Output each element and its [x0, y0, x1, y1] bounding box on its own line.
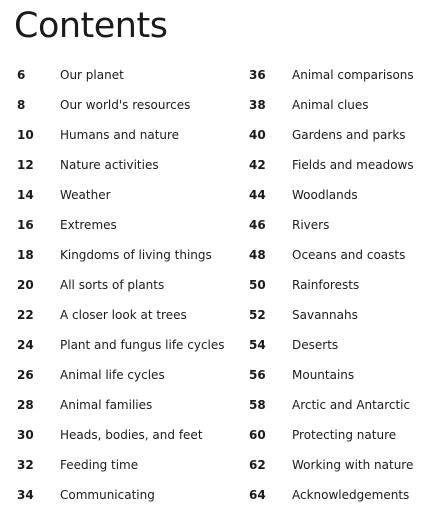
page-number: 28	[17, 398, 34, 412]
page-number: 32	[17, 458, 34, 472]
page-number: 20	[17, 278, 34, 292]
entry-title: Protecting nature	[292, 428, 397, 442]
entry-title: Kingdoms of living things	[60, 248, 212, 262]
page-number: 6	[17, 68, 26, 82]
contents-entry[interactable]	[17, 300, 232, 330]
page-number: 24	[17, 338, 34, 352]
page-number: 50	[249, 278, 266, 292]
contents-entry[interactable]	[17, 360, 232, 390]
entry-title: Arctic and Antarctic	[292, 398, 411, 412]
contents-entry[interactable]	[17, 240, 232, 270]
page-number: 14	[17, 188, 34, 202]
page-number: 64	[249, 488, 266, 502]
page-number: 30	[17, 428, 34, 442]
contents-entry[interactable]	[17, 210, 232, 240]
contents-entry[interactable]	[17, 60, 232, 90]
entry-title: Mountains	[292, 368, 355, 382]
page-number: 10	[17, 128, 34, 142]
contents-entry[interactable]	[17, 150, 232, 180]
page-number: 26	[17, 368, 34, 382]
contents-entry[interactable]	[249, 270, 444, 300]
entry-title: Gardens and parks	[292, 128, 406, 142]
entry-title: Rivers	[292, 218, 330, 232]
entry-title: Deserts	[292, 338, 339, 352]
contents-entry[interactable]	[249, 60, 444, 90]
contents-entry[interactable]	[249, 390, 444, 420]
contents-entry[interactable]	[17, 480, 232, 510]
entry-title: Fields and meadows	[292, 158, 414, 172]
page-number: 60	[249, 428, 266, 442]
entry-title: Extremes	[60, 218, 117, 232]
contents-entry[interactable]	[249, 360, 444, 390]
contents-entry[interactable]	[17, 120, 232, 150]
entry-title: Animal life cycles	[60, 368, 165, 382]
page-number: 22	[17, 308, 34, 322]
entry-title: Working with nature	[292, 458, 414, 472]
contents-entry[interactable]	[17, 180, 232, 210]
page-number: 44	[249, 188, 266, 202]
contents-entry[interactable]	[17, 270, 232, 300]
contents-entry[interactable]	[17, 450, 232, 480]
contents-column-right	[249, 60, 444, 510]
contents-entry[interactable]	[249, 90, 444, 120]
entry-title: Animal clues	[292, 98, 369, 112]
page-number: 46	[249, 218, 266, 232]
contents-entry[interactable]	[17, 90, 232, 120]
entry-title: Savannahs	[292, 308, 358, 322]
entry-title: Heads, bodies, and feet	[60, 428, 203, 442]
contents-entry[interactable]	[17, 420, 232, 450]
entry-title: Our world's resources	[60, 98, 191, 112]
entry-title: A closer look at trees	[60, 308, 187, 322]
contents-entry[interactable]	[249, 300, 444, 330]
entry-title: Woodlands	[292, 188, 358, 202]
contents-entry[interactable]	[17, 390, 232, 420]
entry-title: Our planet	[60, 68, 124, 82]
contents-entry[interactable]	[249, 120, 444, 150]
page-number: 36	[249, 68, 266, 82]
entry-title: All sorts of plants	[60, 278, 165, 292]
entry-title: Humans and nature	[60, 128, 180, 142]
entry-title: Weather	[60, 188, 111, 202]
contents-entry[interactable]	[17, 330, 232, 360]
page-number: 58	[249, 398, 266, 412]
contents-entry[interactable]	[249, 180, 444, 210]
page-number: 12	[17, 158, 34, 172]
contents-entry[interactable]	[249, 450, 444, 480]
page-number: 62	[249, 458, 266, 472]
entry-title: Nature activities	[60, 158, 159, 172]
page-title: Contents	[14, 6, 168, 46]
contents-entry[interactable]	[249, 330, 444, 360]
entry-title: Acknowledgements	[292, 488, 410, 502]
page-number: 54	[249, 338, 266, 352]
page-number: 8	[17, 98, 26, 112]
entry-title: Animal families	[60, 398, 153, 412]
entry-title: Communicating	[60, 488, 155, 502]
page-number: 42	[249, 158, 266, 172]
entry-title: Oceans and coasts	[292, 248, 406, 262]
page-number: 16	[17, 218, 34, 232]
contents-entry[interactable]	[249, 480, 444, 510]
contents-entry[interactable]	[249, 210, 444, 240]
contents-entry[interactable]	[249, 150, 444, 180]
contents-entry[interactable]	[249, 240, 444, 270]
page-number: 34	[17, 488, 34, 502]
page-number: 18	[17, 248, 34, 262]
entry-title: Rainforests	[292, 278, 360, 292]
entry-title: Feeding time	[60, 458, 139, 472]
page-number: 38	[249, 98, 266, 112]
contents-column-left	[17, 60, 232, 510]
page-number: 40	[249, 128, 266, 142]
entry-title: Animal comparisons	[292, 68, 414, 82]
contents-entry[interactable]	[249, 420, 444, 450]
page-number: 48	[249, 248, 266, 262]
page-number: 52	[249, 308, 266, 322]
entry-title: Plant and fungus life cycles	[60, 338, 225, 352]
page-number: 56	[249, 368, 266, 382]
